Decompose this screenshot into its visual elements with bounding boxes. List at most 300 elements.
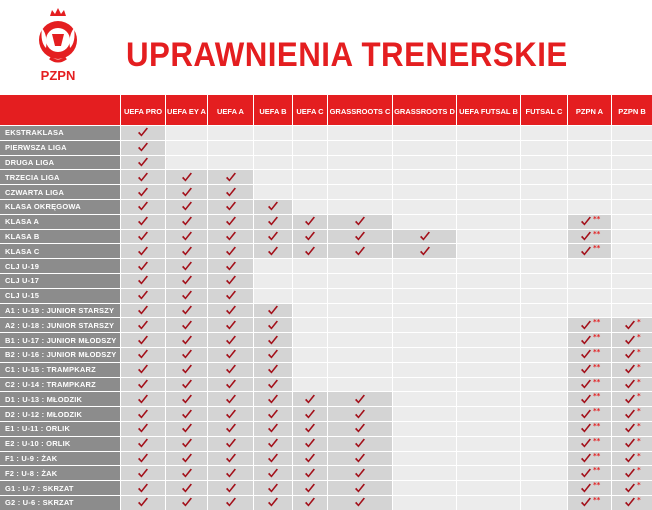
row-label: B1 : U-17 : JUNIOR MŁODSZY [0,333,120,347]
table-cell [521,185,567,199]
table-cell [166,452,207,466]
checkmark-icon [181,305,193,316]
table-cell [254,496,292,510]
table-cell [568,378,611,392]
row-label: CLJ U-15 [0,289,120,303]
table-cell [521,156,567,170]
table-cell [612,466,652,480]
table-cell [293,230,327,244]
table-cell [612,259,652,273]
table-cell [521,437,567,451]
table-cell [254,392,292,406]
table-cell [293,215,327,229]
row-label: CZWARTA LIGA [0,185,120,199]
row-label: PIERWSZA LIGA [0,141,120,155]
checkmark-icon [137,201,149,212]
checkmark-icon [225,409,237,420]
footnote-mark: * [637,318,641,327]
footnote-mark: * [637,362,641,371]
checkmark-icon [225,305,237,316]
checkmark-icon [304,483,316,494]
table-cell [166,378,207,392]
table-cell [612,437,652,451]
checkmark-icon [137,231,149,242]
checkmark-icon [267,335,279,346]
table-cell [208,215,253,229]
table-cell [457,363,520,377]
table-cell [568,437,611,451]
checkmark-icon [181,364,193,375]
footnote-mark: ** [593,347,601,356]
checkmark-icon [181,201,193,212]
checkmark-icon [580,497,592,508]
checkmark-icon [225,246,237,257]
checkmark-icon [225,172,237,183]
row-label: B2 : U-16 : JUNIOR MŁODSZY [0,348,120,362]
checkmark-icon [225,364,237,375]
checkmark-icon [304,394,316,405]
checkmark-icon [137,290,149,301]
table-cell [457,244,520,258]
table-cell [166,333,207,347]
table-cell [166,126,207,140]
checkmark-icon [580,483,592,494]
footnote-mark: * [637,436,641,445]
table-cell [457,126,520,140]
table-cell [568,392,611,406]
checkmark-icon [181,409,193,420]
table-cell [254,289,292,303]
table-cell [568,259,611,273]
table-cell [121,156,165,170]
footnote-mark: * [637,481,641,490]
checkmark-icon [181,261,193,272]
table-cell [166,422,207,436]
table-cell [612,230,652,244]
footnote-mark: * [637,451,641,460]
table-cell [208,318,253,332]
table-cell [293,318,327,332]
table-cell [568,422,611,436]
table-cell [521,244,567,258]
table-cell [254,452,292,466]
checkmark-icon [137,187,149,198]
checkmark-icon [137,127,149,138]
checkmark-icon [354,468,366,479]
table-cell [121,289,165,303]
row-label: G1 : U-7 : SKRZAT [0,481,120,495]
checkmark-icon [225,468,237,479]
checkmark-icon [580,409,592,420]
table-cell [166,407,207,421]
checkmark-icon [137,423,149,434]
table-cell [612,200,652,214]
table-cell [521,304,567,318]
table-cell [521,452,567,466]
table-cell [293,289,327,303]
checkmark-icon [580,349,592,360]
table-cell [293,333,327,347]
checkmark-icon [225,497,237,508]
table-cell [293,156,327,170]
table-cell [568,496,611,510]
checkmark-icon [267,305,279,316]
table-cell [254,244,292,258]
row-label: EKSTRAKLASA [0,126,120,140]
table-cell [293,200,327,214]
footnote-mark: ** [593,377,601,386]
checkmark-icon [419,231,431,242]
table-cell [612,452,652,466]
table-cell [393,156,456,170]
table-cell [393,318,456,332]
checkmark-icon [267,379,279,390]
table-cell [393,333,456,347]
table-cell [521,422,567,436]
table-cell [612,392,652,406]
table-cell [521,274,567,288]
checkmark-icon [580,364,592,375]
table-cell [457,289,520,303]
logo-text: PZPN [40,68,76,83]
checkmark-icon [267,320,279,331]
table-cell [393,289,456,303]
checkmark-icon [354,453,366,464]
checkmark-icon [624,483,636,494]
table-cell [208,422,253,436]
table-cell [521,230,567,244]
table-cell [254,185,292,199]
checkmark-icon [181,379,193,390]
table-cell [612,378,652,392]
table-cell [166,304,207,318]
checkmark-icon [137,497,149,508]
column-header: UEFA A [208,95,253,125]
checkmark-icon [181,423,193,434]
table-cell [328,333,392,347]
table-cell [521,333,567,347]
checkmark-icon [304,231,316,242]
table-cell [254,422,292,436]
row-label: F2 : U-8 : ŻAK [0,466,120,480]
table-cell [254,200,292,214]
table-cell [568,304,611,318]
table-cell [393,244,456,258]
table-cell [328,244,392,258]
checkmark-icon [580,453,592,464]
table-cell [521,215,567,229]
table-cell [328,318,392,332]
checkmark-icon [181,497,193,508]
checkmark-icon [624,349,636,360]
row-label: G2 : U-6 : SKRZAT [0,496,120,510]
table-cell [121,452,165,466]
checkmark-icon [181,216,193,227]
table-cell [121,141,165,155]
table-cell [612,126,652,140]
table-cell [612,348,652,362]
table-cell [208,259,253,273]
checkmark-icon [580,423,592,434]
table-cell [568,230,611,244]
checkmark-icon [137,438,149,449]
checkmark-icon [225,423,237,434]
checkmark-icon [225,290,237,301]
table-cell [393,392,456,406]
table-cell [208,437,253,451]
footnote-mark: ** [593,229,601,238]
table-cell [457,215,520,229]
table-cell [254,126,292,140]
table-cell [393,170,456,184]
checkmark-icon [624,468,636,479]
table-cell [121,170,165,184]
table-cell [568,185,611,199]
table-cell [293,378,327,392]
checkmark-icon [624,379,636,390]
checkmark-icon [354,231,366,242]
footnote-mark: * [637,421,641,430]
table-cell [121,200,165,214]
checkmark-icon [267,468,279,479]
checkmark-icon [354,216,366,227]
table-cell [328,200,392,214]
table-cell [328,437,392,451]
footnote-mark: ** [593,481,601,490]
table-cell [121,274,165,288]
table-cell [328,141,392,155]
checkmark-icon [225,275,237,286]
table-cell [166,496,207,510]
table-cell [612,363,652,377]
checkmark-icon [267,216,279,227]
footnote-mark: * [637,333,641,342]
table-cell [568,141,611,155]
table-cell [166,244,207,258]
table-cell [393,304,456,318]
checkmark-icon [137,453,149,464]
table-cell [328,304,392,318]
checkmark-icon [267,438,279,449]
table-cell [521,466,567,480]
checkmark-icon [225,453,237,464]
row-label: KLASA OKRĘGOWA [0,200,120,214]
table-cell [208,126,253,140]
table-cell [457,230,520,244]
table-cell [293,304,327,318]
checkmark-icon [181,172,193,183]
checkmark-icon [181,231,193,242]
table-cell [208,274,253,288]
table-cell [457,466,520,480]
table-cell [457,200,520,214]
table-cell [568,244,611,258]
table-cell [121,304,165,318]
table-cell [393,496,456,510]
header-corner [0,95,120,125]
checkmark-icon [304,468,316,479]
table-cell [121,230,165,244]
checkmark-icon [580,231,592,242]
table-cell [328,230,392,244]
table-cell [166,215,207,229]
checkmark-icon [137,335,149,346]
checkmark-icon [137,142,149,153]
checkmark-icon [225,483,237,494]
table-cell [166,156,207,170]
row-label: A2 : U-18 : JUNIOR STARSZY [0,318,120,332]
table-cell [254,378,292,392]
row-label: KLASA A [0,215,120,229]
table-cell [328,392,392,406]
table-cell [166,437,207,451]
table-cell [612,318,652,332]
footnote-mark: ** [593,244,601,253]
checkmark-icon [354,246,366,257]
row-label: CLJ U-19 [0,259,120,273]
table-cell [393,230,456,244]
column-header: GRASSROOTS C [328,95,392,125]
table-cell [166,289,207,303]
table-cell [612,481,652,495]
checkmark-icon [304,438,316,449]
table-cell [568,126,611,140]
table-cell [166,200,207,214]
table-cell [121,422,165,436]
table-cell [457,156,520,170]
table-cell [612,244,652,258]
table-cell [457,392,520,406]
table-cell [612,185,652,199]
table-cell [457,407,520,421]
footnote-mark: ** [593,407,601,416]
table-cell [166,185,207,199]
table-cell [254,170,292,184]
table-cell [293,259,327,273]
column-header: UEFA FUTSAL B [457,95,520,125]
table-cell [568,363,611,377]
checkmark-icon [137,409,149,420]
checkmark-icon [225,438,237,449]
table-cell [293,185,327,199]
checkmark-icon [137,349,149,360]
table-cell [568,200,611,214]
checkmark-icon [137,483,149,494]
table-cell [328,363,392,377]
table-cell [254,437,292,451]
checkmark-icon [304,409,316,420]
checkmark-icon [181,483,193,494]
checkmark-icon [137,394,149,405]
checkmark-icon [267,349,279,360]
checkmark-icon [181,349,193,360]
checkmark-icon [304,453,316,464]
table-cell [521,141,567,155]
table-cell [208,363,253,377]
checkmark-icon [354,423,366,434]
pzpn-logo [28,6,88,86]
table-cell [121,348,165,362]
checkmark-icon [580,246,592,257]
checkmark-icon [137,320,149,331]
row-label: F1 : U-9 : ŻAK [0,452,120,466]
table-cell [457,496,520,510]
footnote-mark: ** [593,333,601,342]
table-cell [612,422,652,436]
checkmark-icon [181,394,193,405]
table-cell [121,407,165,421]
table-cell [457,437,520,451]
row-label: TRZECIA LIGA [0,170,120,184]
checkmark-icon [225,394,237,405]
table-cell [254,333,292,347]
footnote-mark: ** [593,392,601,401]
table-cell [393,185,456,199]
table-cell [208,481,253,495]
table-cell [208,156,253,170]
table-cell [521,407,567,421]
table-cell [521,348,567,362]
footnote-mark: ** [593,466,601,475]
table-cell [568,289,611,303]
checkmark-icon [304,423,316,434]
checkmark-icon [137,468,149,479]
table-cell [457,378,520,392]
checkmark-icon [181,275,193,286]
table-cell [521,318,567,332]
column-header: GRASSROOTS D [393,95,456,125]
table-cell [121,333,165,347]
table-cell [612,274,652,288]
checkmark-icon [137,364,149,375]
table-cell [328,496,392,510]
table-cell [208,378,253,392]
table-cell [121,363,165,377]
checkmark-icon [354,409,366,420]
checkmark-icon [580,379,592,390]
checkmark-icon [624,423,636,434]
table-cell [254,230,292,244]
table-cell [293,422,327,436]
row-label: CLJ U-17 [0,274,120,288]
table-cell [457,422,520,436]
table-cell [393,348,456,362]
table-cell [393,259,456,273]
table-cell [254,274,292,288]
table-cell [166,392,207,406]
table-cell [121,496,165,510]
checkmark-icon [225,320,237,331]
table-cell [121,378,165,392]
footnote-mark: * [637,392,641,401]
table-cell [457,481,520,495]
table-cell [568,348,611,362]
table-cell [393,378,456,392]
table-cell [121,466,165,480]
table-cell [328,259,392,273]
checkmark-icon [137,379,149,390]
footnote-mark: ** [593,436,601,445]
table-cell [521,289,567,303]
checkmark-icon [267,246,279,257]
table-cell [612,304,652,318]
table-cell [612,141,652,155]
checkmark-icon [137,305,149,316]
row-label: DRUGA LIGA [0,156,120,170]
table-cell [521,126,567,140]
table-cell [208,304,253,318]
table-cell [166,170,207,184]
